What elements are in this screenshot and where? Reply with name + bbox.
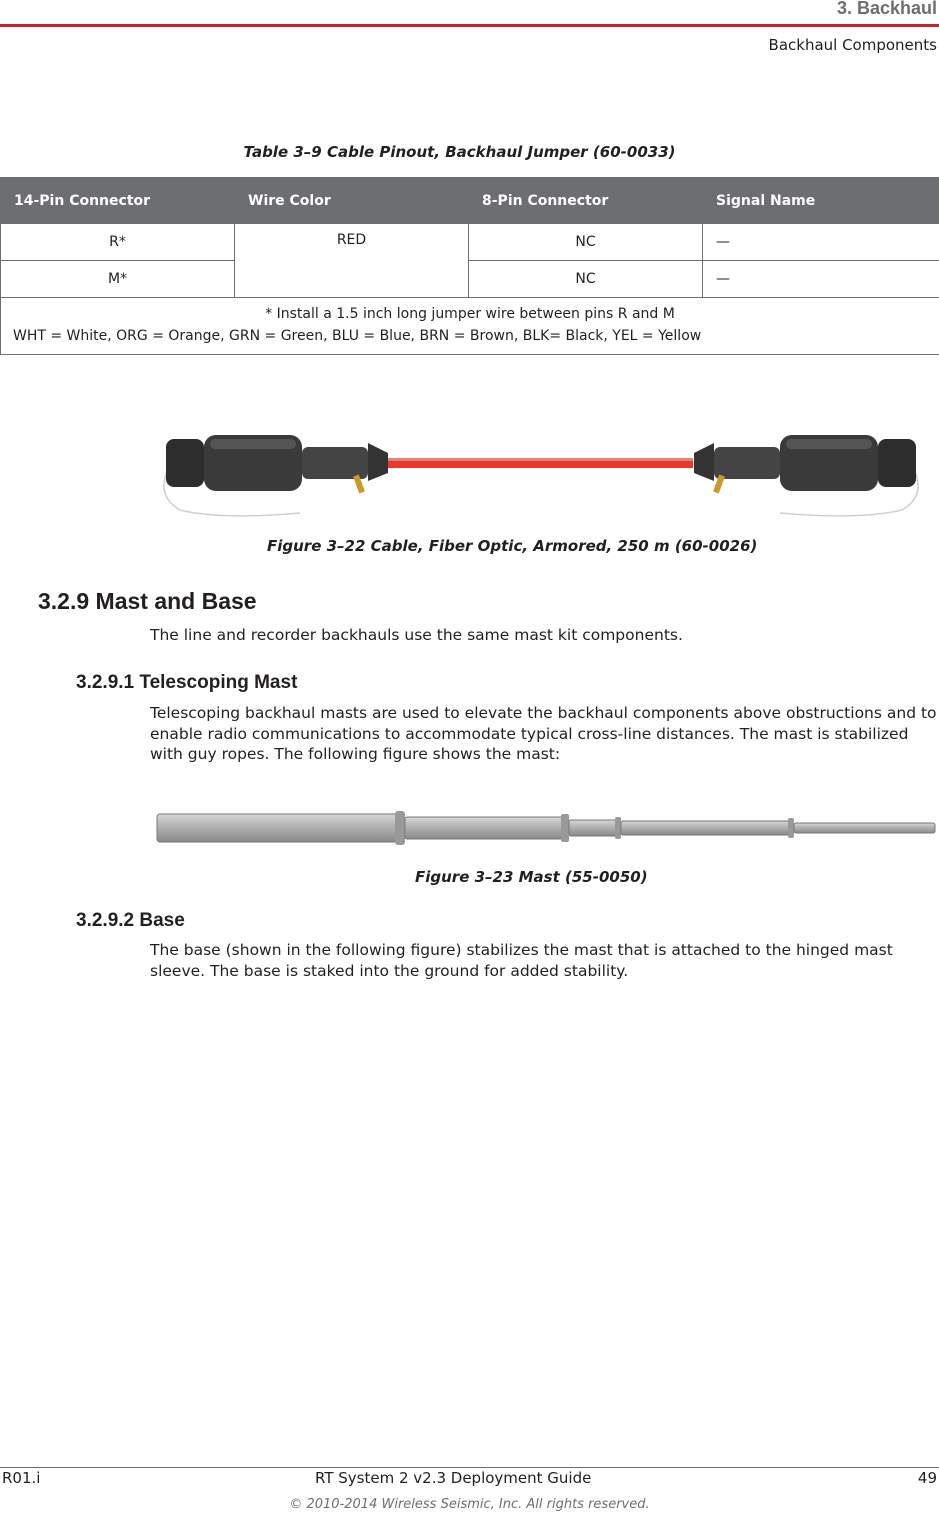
right-strain-relief bbox=[714, 447, 780, 479]
pinout-table bbox=[0, 177, 939, 355]
column-header: 8-Pin Connector bbox=[469, 178, 703, 224]
mast-collar bbox=[615, 817, 621, 839]
mast-section-1 bbox=[157, 814, 403, 842]
fiber-optic-cable-figure bbox=[160, 425, 922, 525]
table-cell: NC bbox=[469, 261, 703, 298]
left-strain-relief bbox=[302, 447, 368, 479]
mast-section-2 bbox=[405, 817, 567, 839]
page-number: 49 bbox=[917, 1469, 937, 1487]
section-heading: 3.2.9 Mast and Base bbox=[38, 588, 257, 614]
base-paragraph: The base (shown in the following figure) stabilizes the mast that is attached to the hinged mast sleeve. The base is staked into the ground for added stability. bbox=[150, 941, 893, 980]
column-header: Wire Color bbox=[235, 178, 469, 224]
table-cell: NC bbox=[469, 224, 703, 261]
section-intro: The line and recorder backhauls use the same mast kit components. bbox=[150, 626, 683, 644]
mast-collar bbox=[788, 818, 794, 838]
table-note-row bbox=[1, 298, 939, 355]
color-legend-note: WHT = White, ORG = Orange, GRN = Green, BLU = Blue, BRN = Brown, BLK= Black, YEL = Yellow bbox=[13, 328, 702, 344]
mast-collar bbox=[561, 814, 569, 842]
table-row bbox=[1, 224, 939, 261]
left-connector-highlight bbox=[210, 439, 296, 449]
copyright: © 2010-2014 Wireless Seismic, Inc. All rights reserved. bbox=[289, 1497, 650, 1512]
table-note bbox=[1, 298, 939, 355]
header-rule bbox=[0, 24, 939, 27]
right-lanyard-tag bbox=[713, 475, 725, 494]
subsection-heading: 3.2.9.1 Telescoping Mast bbox=[76, 672, 298, 693]
left-connector-tip bbox=[368, 443, 388, 481]
footer-document-title: RT System 2 v2.3 Deployment Guide bbox=[315, 1469, 592, 1487]
mast-section-4 bbox=[621, 821, 791, 835]
jumper-note: * Install a 1.5 inch long jumper wire between pins R and M bbox=[265, 306, 675, 322]
footer-revision: R01.i bbox=[2, 1469, 41, 1487]
figure-caption: Figure 3–23 Mast (55-0050) bbox=[415, 868, 648, 886]
right-connector-highlight bbox=[786, 439, 872, 449]
table-row bbox=[1, 261, 939, 298]
mast-section-3 bbox=[569, 820, 619, 836]
column-header: 14-Pin Connector bbox=[1, 178, 235, 224]
chapter-title: 3. Backhaul bbox=[836, 0, 937, 18]
table-cell: RED bbox=[235, 224, 469, 298]
right-connector-tip bbox=[694, 443, 714, 481]
subsection-heading: 3.2.9.2 Base bbox=[76, 910, 185, 931]
table-caption: Table 3–9 Cable Pinout, Backhaul Jumper (60-0033) bbox=[243, 143, 676, 161]
mast-figure bbox=[155, 805, 937, 849]
telescoping-mast-paragraph: Telescoping backhaul masts are used to elevate the backhaul components above obstructions and to enable radio communications to accommodate typical cross-line distances. The mast is stabilized with guy ropes. The following figure shows the mast: bbox=[150, 704, 937, 763]
table-header-row bbox=[1, 178, 939, 224]
column-header: Signal Name bbox=[703, 178, 939, 224]
table-cell: M* bbox=[1, 261, 235, 298]
table-cell: — bbox=[703, 261, 939, 298]
red-cable-highlight bbox=[388, 458, 693, 461]
table-cell: — bbox=[703, 224, 939, 261]
figure-caption: Figure 3–22 Cable, Fiber Optic, Armored, 250 m (60-0026) bbox=[267, 537, 758, 555]
section-title: Backhaul Components bbox=[768, 36, 937, 54]
table-cell: R* bbox=[1, 224, 235, 261]
mast-section-5 bbox=[794, 823, 935, 833]
mast-collar bbox=[395, 811, 405, 845]
footer-rule bbox=[0, 1467, 939, 1468]
left-connector-cap bbox=[166, 439, 204, 487]
right-connector-cap bbox=[878, 439, 916, 487]
